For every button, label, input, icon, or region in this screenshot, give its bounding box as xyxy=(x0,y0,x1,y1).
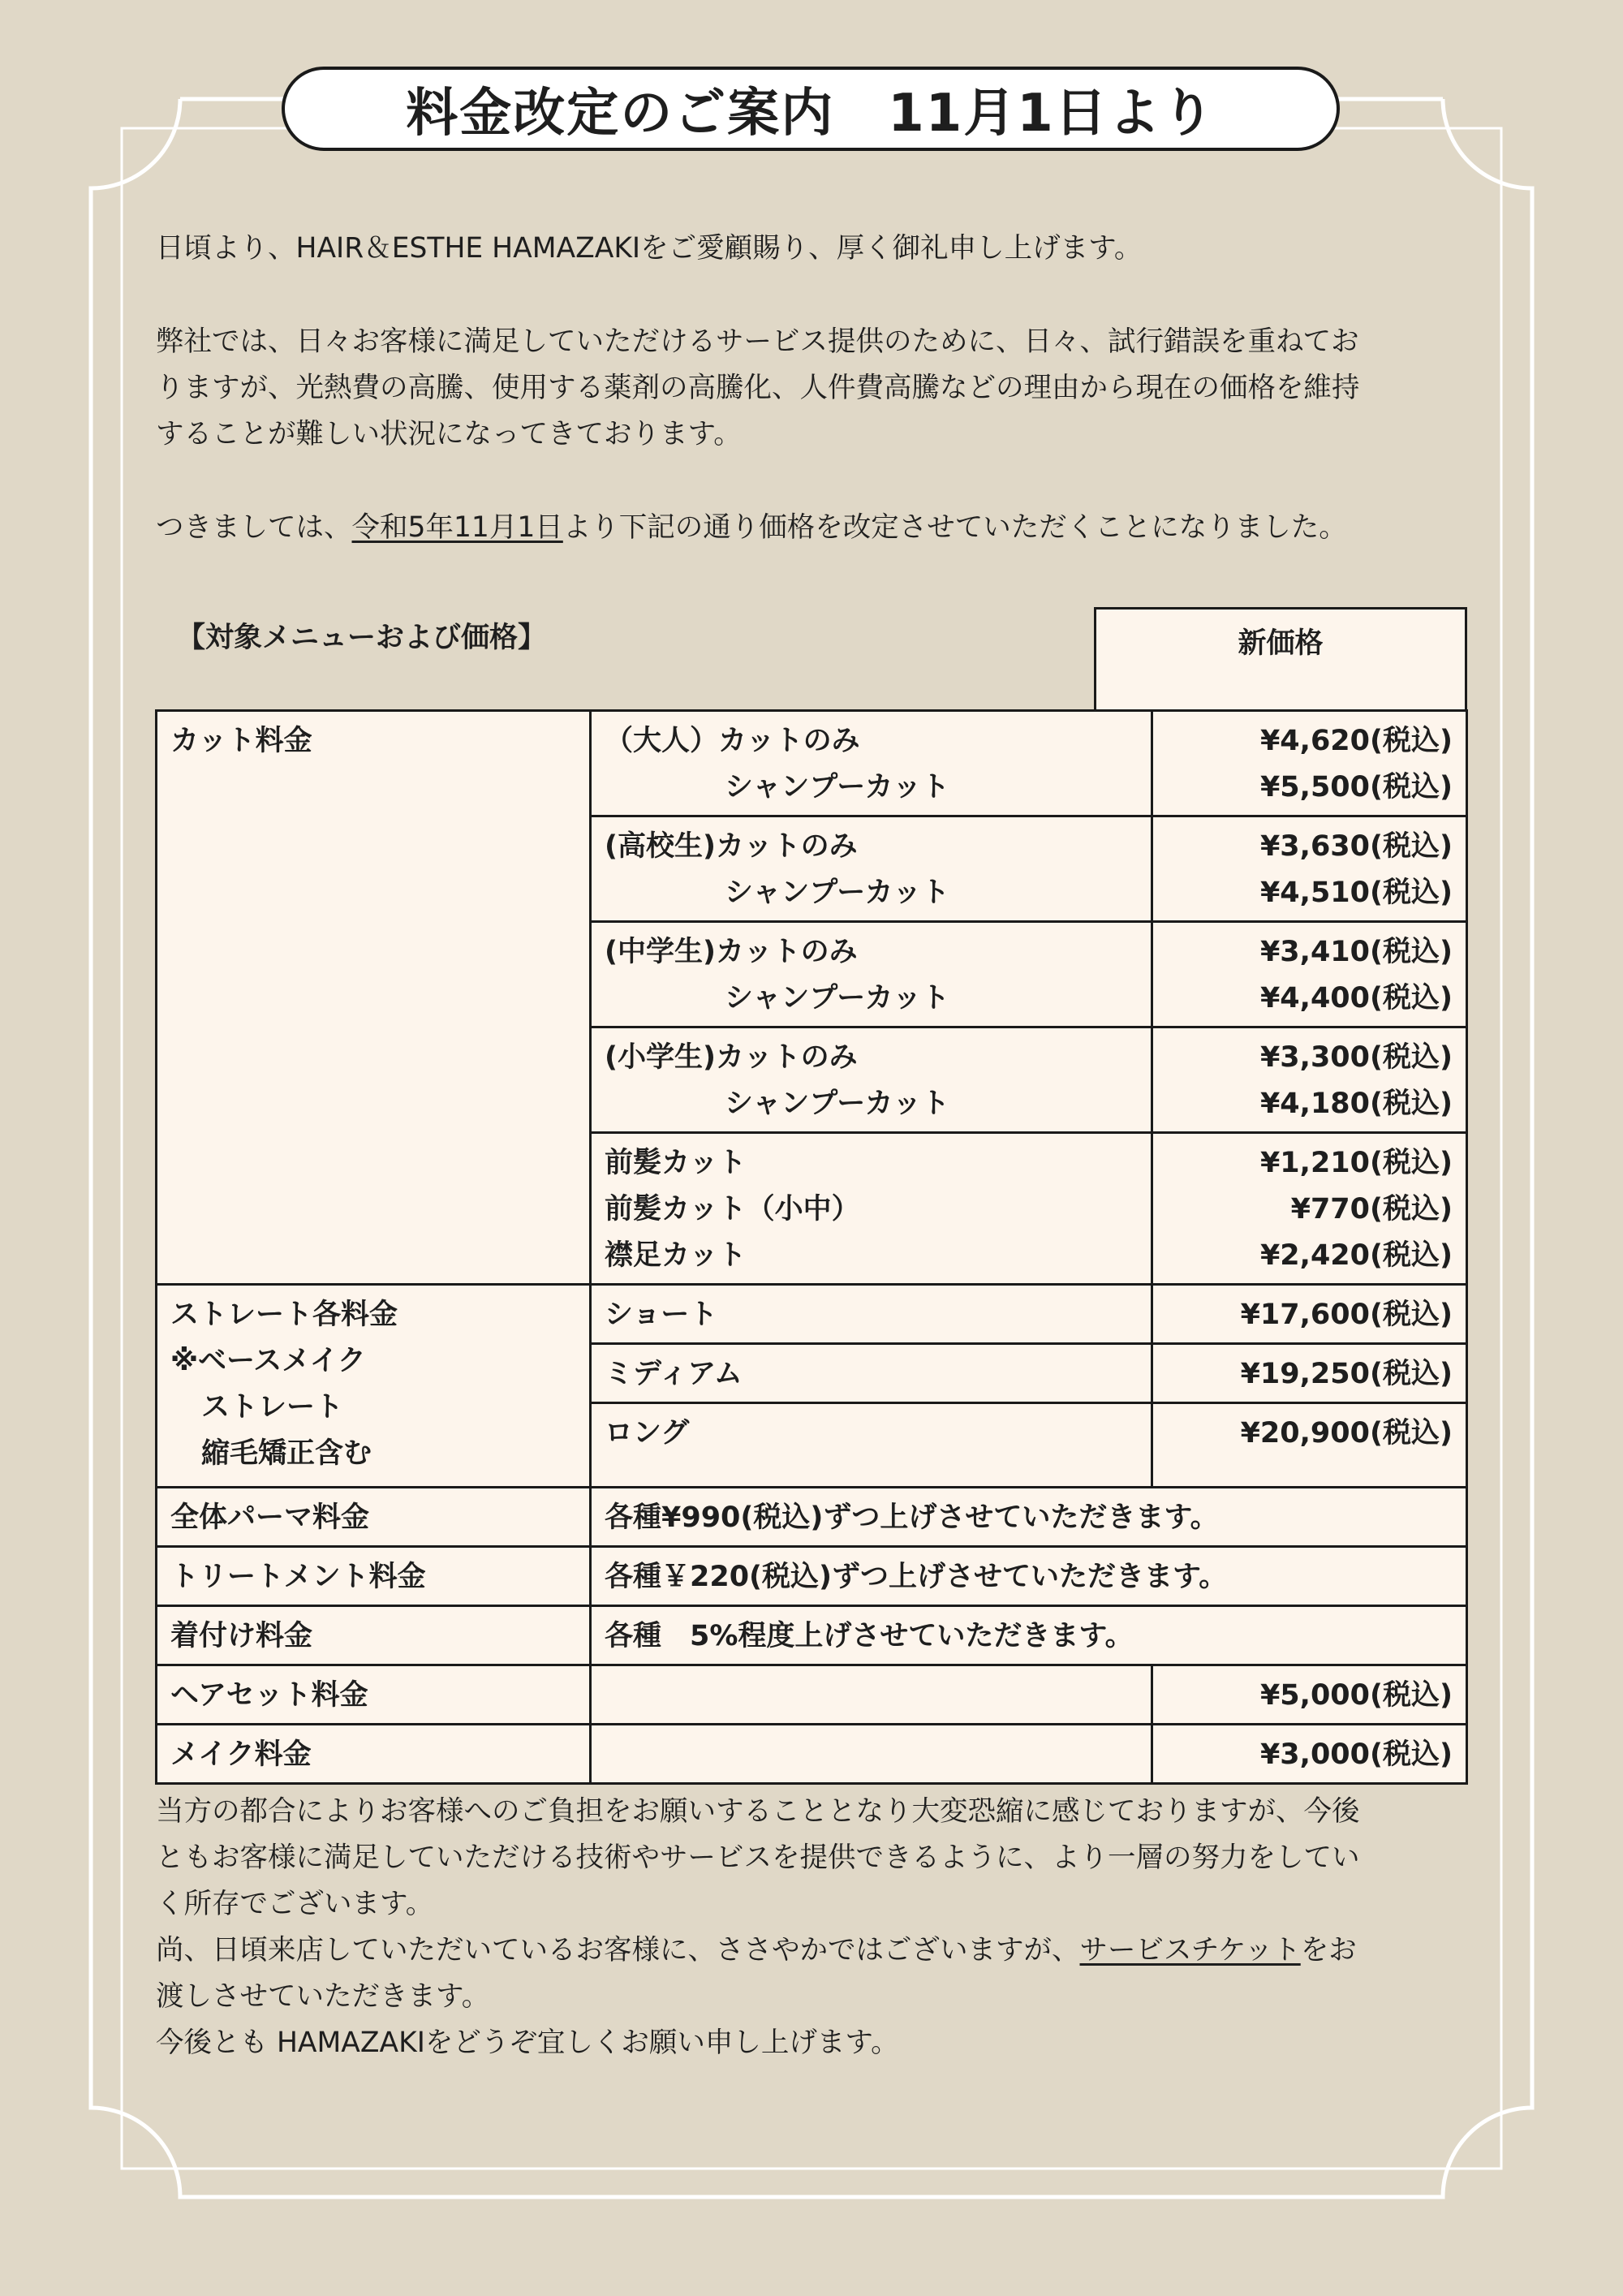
price-cell xyxy=(1152,711,1467,816)
menu-cell xyxy=(591,1027,1152,1133)
reason-line-3: することが難しい状況になってきております。 xyxy=(156,418,742,450)
menu-label: ミディアム xyxy=(591,1344,1152,1403)
menu-label: シャンプーカット xyxy=(725,982,950,1014)
category-perm: 全体パーマ料金 xyxy=(157,1488,591,1547)
menu-heading: 【対象メニューおよび価格】 xyxy=(177,622,547,654)
price-value: ¥4,510(税込) xyxy=(1259,877,1453,909)
price-value: ¥3,630(税込) xyxy=(1259,830,1453,863)
menu-label: (高校生)カットのみ xyxy=(605,830,858,863)
price-value: ¥5,000(税込) xyxy=(1152,1665,1467,1725)
reason-line-1: 弊社では、日々お客様に満足していただけるサービス提供のために、日々、試行錯誤を重ねてお xyxy=(156,325,1359,358)
category-treatment: トリートメント料金 xyxy=(157,1547,591,1606)
table-row xyxy=(157,1606,1467,1665)
price-table xyxy=(155,709,1468,1785)
price-note: 各種 5%程度上げさせていただきます。 xyxy=(591,1606,1467,1665)
price-value: ¥3,410(税込) xyxy=(1259,936,1453,968)
empty-cell xyxy=(591,1725,1152,1784)
closing-line-3: く所存でございます。 xyxy=(156,1888,434,1920)
menu-label: シャンプーカット xyxy=(725,771,950,803)
price-value: ¥1,210(税込) xyxy=(1259,1147,1453,1179)
price-cell xyxy=(1152,922,1467,1027)
category-straight: ストレート各料金 ※ベースメイク ストレート 縮毛矯正含む xyxy=(157,1285,591,1488)
price-value: ¥4,620(税込) xyxy=(1259,725,1453,757)
menu-label: (小学生)カットのみ xyxy=(605,1041,858,1074)
category-cut: カット料金 xyxy=(157,711,591,1285)
price-value: ¥17,600(税込) xyxy=(1152,1285,1467,1344)
price-cell xyxy=(1152,1133,1467,1285)
menu-label: 襟足カット xyxy=(605,1239,747,1272)
intro-reason xyxy=(156,319,1470,458)
category-hairset: ヘアセット料金 xyxy=(157,1665,591,1725)
menu-label: シャンプーカット xyxy=(725,1088,950,1120)
table-row xyxy=(157,1665,1467,1725)
menu-cell xyxy=(591,922,1152,1027)
table-row xyxy=(157,1547,1467,1606)
category-makeup: メイク料金 xyxy=(157,1725,591,1784)
table-row xyxy=(157,1725,1467,1784)
price-value: ¥2,420(税込) xyxy=(1259,1239,1453,1272)
price-value: ¥3,300(税込) xyxy=(1259,1041,1453,1074)
closing-text xyxy=(156,1789,1470,2066)
menu-label: 前髪カット xyxy=(605,1147,747,1179)
notice-date: 令和5年11月1日 xyxy=(351,511,563,544)
closing-line-1: 当方の都合によりお客様へのご負担をお願いすることとなり大変恐縮に感じておりますが、今後 xyxy=(156,1795,1360,1828)
service-ticket-text: サービスチケット xyxy=(1079,1934,1301,1966)
menu-cell xyxy=(591,1133,1152,1285)
closing-line-2: ともお客様に満足していただける技術やサービスを提供できるように、より一層の努力をしてい xyxy=(156,1842,1360,1874)
menu-label: (中学生)カットのみ xyxy=(605,936,858,968)
price-note: 各種¥990(税込)ずつ上げさせていただきます。 xyxy=(591,1488,1467,1547)
price-value: ¥20,900(税込) xyxy=(1152,1403,1467,1488)
price-value: ¥770(税込) xyxy=(1290,1193,1453,1226)
price-value: ¥4,180(税込) xyxy=(1259,1088,1453,1120)
price-value: ¥4,400(税込) xyxy=(1259,982,1453,1014)
intro-notice xyxy=(156,505,1470,551)
notice-after: より下記の通り価格を改定させていただくことになりました。 xyxy=(562,511,1347,544)
new-price-header: 新価格 xyxy=(1094,607,1467,713)
empty-cell xyxy=(591,1665,1152,1725)
price-cell xyxy=(1152,1027,1467,1133)
reason-line-2: りますが、光熱費の高騰、使用する薬剤の高騰化、人件費高騰などの理由から現在の価格を維持 xyxy=(156,372,1360,404)
price-note: 各種￥220(税込)ずつ上げさせていただきます。 xyxy=(591,1547,1467,1606)
page-title: 料金改定のご案内 11月1日より xyxy=(282,67,1340,151)
menu-cell xyxy=(591,816,1152,922)
closing-line-4: 尚、日頃来店していただいているお客様に、ささやかではございますが、サービスチケットをお xyxy=(156,1934,1357,1966)
menu-label: シャンプーカット xyxy=(725,877,950,909)
price-cell xyxy=(1152,816,1467,922)
closing-line-6: 今後とも HAMAZAKIをどうぞ宜しくお願い申し上げます。 xyxy=(156,2027,899,2059)
intro-greeting: 日頃より、HAIR＆ESTHE HAMAZAKIをご愛顧賜り、厚く御礼申し上げます。 xyxy=(156,232,1143,265)
menu-label: 前髪カット（小中） xyxy=(605,1193,860,1226)
menu-label: ロング xyxy=(591,1403,1152,1488)
price-value: ¥5,500(税込) xyxy=(1259,771,1453,803)
price-value: ¥19,250(税込) xyxy=(1152,1344,1467,1403)
menu-label: （大人）カットのみ xyxy=(605,725,860,757)
notice-before: つきましては、 xyxy=(156,511,352,544)
table-row xyxy=(157,1488,1467,1547)
closing-line-5: 渡しさせていただきます。 xyxy=(156,1980,490,2013)
menu-label: ショート xyxy=(591,1285,1152,1344)
table-row xyxy=(157,1285,1467,1344)
menu-cell xyxy=(591,711,1152,816)
price-value: ¥3,000(税込) xyxy=(1152,1725,1467,1784)
table-row xyxy=(157,711,1467,816)
category-kitsuke: 着付け料金 xyxy=(157,1606,591,1665)
